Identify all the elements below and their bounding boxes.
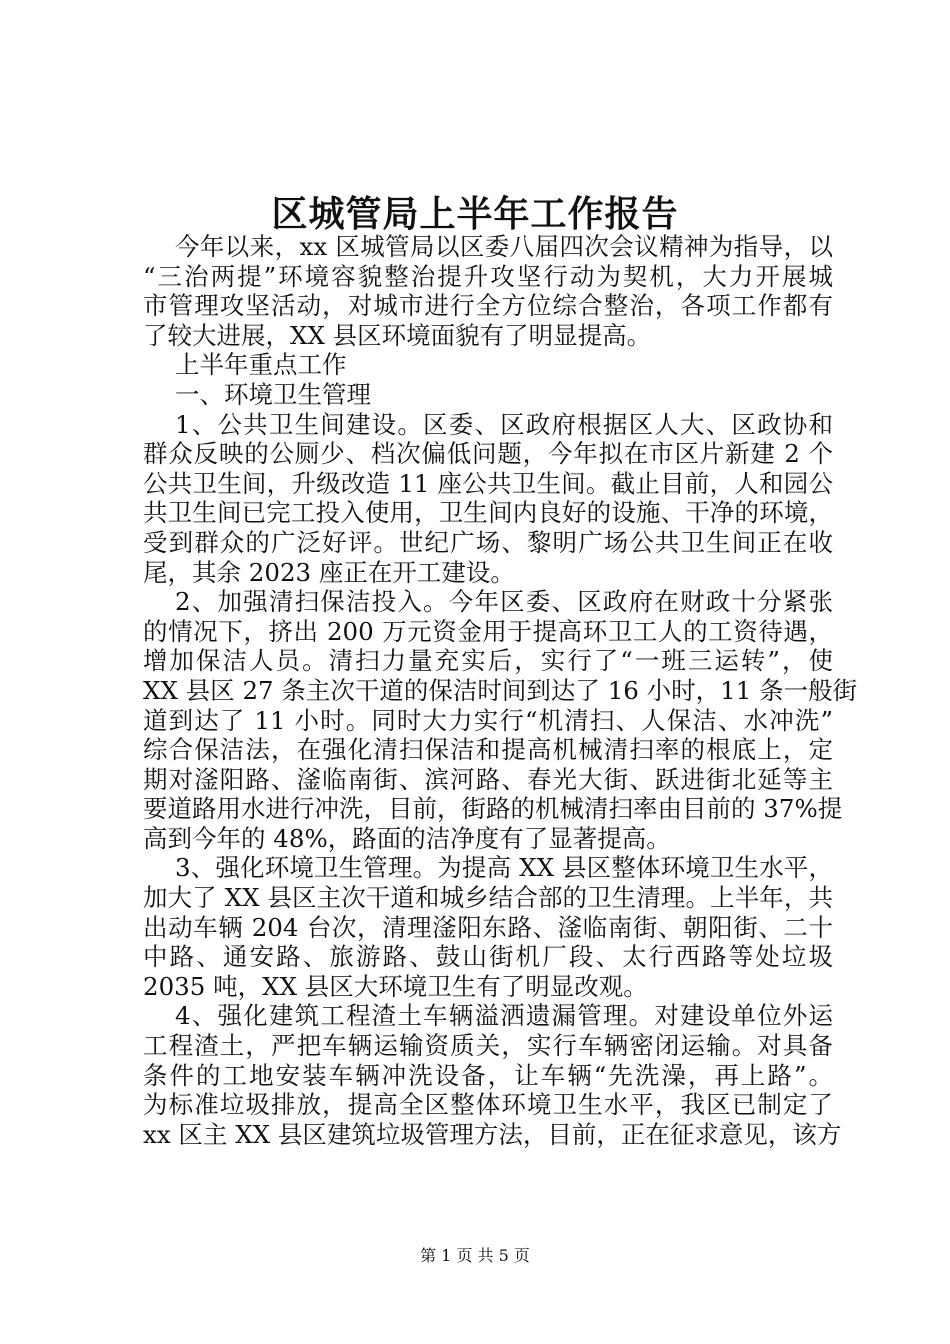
- text-line: 要道路用水进行冲洗，目前，街路的机械清扫率由目前的 37%提: [143, 794, 843, 824]
- text-line: 期对滏阳路、滏临南街、滨河路、春光大街、跃进街北延等主: [143, 764, 833, 794]
- document-title: 区城管局上半年工作报告: [271, 193, 679, 235]
- text-line: 中路、通安路、旅游路、鼓山街机厂段、太行西路等处垃圾: [143, 942, 833, 972]
- text-line: 为标准垃圾排放，提高全区整体环境卫生水平，我区已制定了: [143, 1090, 833, 1120]
- paragraph: [143, 853, 833, 1001]
- text-line: XX 县区 27 条主次干道的保洁时间到达了 16 小时，11 条一般街: [143, 675, 858, 705]
- text-line: xx 区主 XX 县区建筑垃圾管理方法，目前，正在征求意见，该方: [143, 1119, 842, 1149]
- text-line: 高到今年的 48%，路面的洁净度有了显著提高。: [143, 823, 671, 853]
- text-line: 今年以来，xx 区城管局以区委八届四次会议精神为指导，以: [175, 232, 833, 261]
- text-line: 4、强化建筑工程渣土车辆溢洒遗漏管理。对建设单位外运: [175, 1001, 833, 1031]
- paragraph: [143, 1001, 842, 1149]
- text-line: 共卫生间已完工投入使用，卫生间内良好的设施、干净的环境，: [143, 498, 833, 528]
- paragraph: [143, 232, 833, 350]
- paragraph: [143, 350, 833, 380]
- text-line: 市管理攻坚活动，对城市进行全方位综合整治，各项工作都有: [143, 291, 833, 321]
- paragraph: [143, 587, 858, 853]
- document-body: [143, 232, 858, 1149]
- text-line: 2、加强清扫保洁投入。今年区委、区政府在财政十分紧张: [175, 587, 833, 617]
- text-line: 1、公共卫生间建设。区委、区政府根据区人大、区政协和: [175, 409, 833, 439]
- text-line: 道到达了 11 小时。同时大力实行“机清扫、人保洁、水冲洗”: [143, 705, 833, 735]
- text-line: 一、环境卫生管理: [175, 379, 371, 409]
- text-line: 公共卫生间，升级改造 11 座公共卫生间。截止目前，人和园公: [143, 468, 833, 498]
- text-line: 条件的工地安装车辆冲洗设备，让车辆“先洗澡，再上路”。: [143, 1060, 833, 1090]
- text-line: 出动车辆 204 台次，清理滏阳东路、滏临南街、朝阳街、二十: [143, 912, 833, 942]
- text-line: 2035 吨，XX 县区大环境卫生有了明显改观。: [143, 971, 648, 1001]
- text-line: 增加保洁人员。清扫力量充实后，实行了“一班三运转”，使: [143, 646, 833, 676]
- text-line: 了较大进展，XX 县区环境面貌有了明显提高。: [143, 320, 652, 350]
- text-line: 3、强化环境卫生管理。为提高 XX 县区整体环境卫生水平，: [175, 853, 833, 883]
- text-line: 工程渣土，严把车辆运输资质关，实行车辆密闭运输。对具备: [143, 1031, 833, 1061]
- text-line: 尾，其余 2023 座正在开工建设。: [143, 557, 515, 587]
- text-line: 上半年重点工作: [175, 350, 347, 380]
- text-line: 群众反映的公厕少、档次偏低问题，今年拟在市区片新建 2 个: [143, 439, 833, 469]
- paragraph: [143, 380, 833, 410]
- text-line: 加大了 XX 县区主次干道和城乡结合部的卫生清理。上半年，共: [143, 883, 833, 913]
- text-line: “三治两提”环境容貌整治提升攻坚行动为契机，大力开展城: [143, 261, 833, 291]
- paragraph: [143, 410, 833, 588]
- text-line: 综合保洁法，在强化清扫保洁和提高机械清扫率的根底上，定: [143, 735, 833, 765]
- page-footer: 第 1 页 共 5 页: [420, 1246, 530, 1265]
- text-line: 的情况下，挤出 200 万元资金用于提高环卫工人的工资待遇，: [143, 616, 833, 646]
- text-line: 受到群众的广泛好评。世纪广场、黎明广场公共卫生间正在收: [143, 527, 833, 557]
